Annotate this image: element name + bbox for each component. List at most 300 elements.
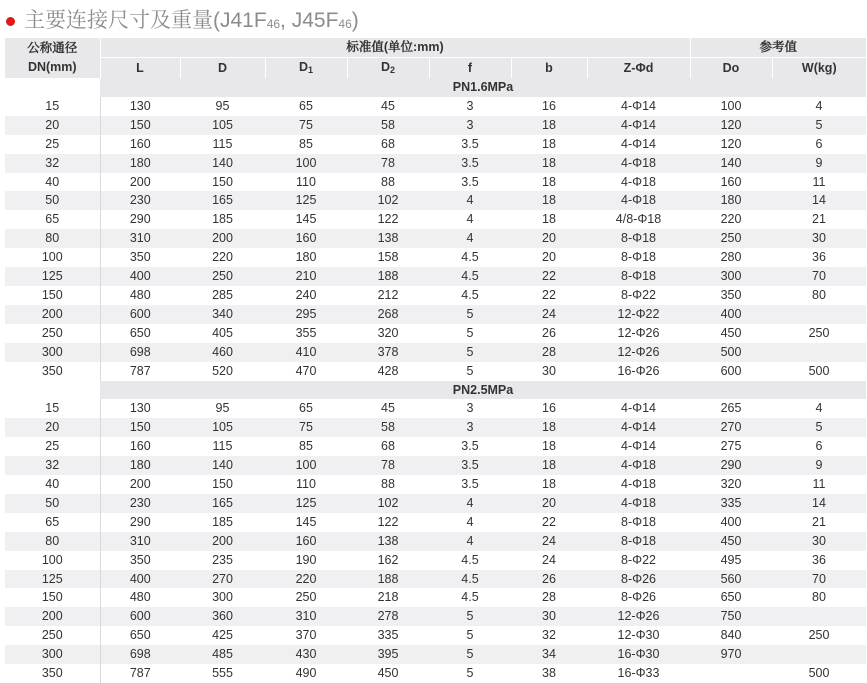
- table-cell: 5: [429, 305, 511, 324]
- table-cell: 230: [100, 494, 180, 513]
- table-cell: 18: [511, 116, 587, 135]
- table-cell: 8-Φ18: [587, 229, 690, 248]
- header-col-Z: Z-Φd: [587, 58, 690, 79]
- table-cell: 80: [5, 532, 100, 551]
- table-cell: 122: [347, 513, 429, 532]
- table-cell: 4-Φ18: [587, 191, 690, 210]
- table-cell: 180: [265, 248, 347, 267]
- table-cell: 145: [265, 210, 347, 229]
- table-cell: 450: [690, 532, 772, 551]
- table-cell: 85: [265, 437, 347, 456]
- table-cell: 12-Φ26: [587, 324, 690, 343]
- table-cell: 150: [180, 173, 265, 192]
- table-cell: 110: [265, 173, 347, 192]
- table-cell: 4-Φ14: [587, 97, 690, 116]
- table-cell: 480: [100, 286, 180, 305]
- table-cell: 160: [100, 437, 180, 456]
- table-cell: 4: [429, 191, 511, 210]
- table-cell: 65: [5, 210, 100, 229]
- table-cell: 335: [347, 626, 429, 645]
- table-cell: 16: [511, 399, 587, 418]
- table-row: [5, 191, 866, 210]
- table-cell: 4-Φ14: [587, 418, 690, 437]
- table-row: [5, 399, 866, 418]
- table-cell: 185: [180, 513, 265, 532]
- table-cell: 180: [100, 456, 180, 475]
- table-cell: 34: [511, 645, 587, 664]
- header-dn-line1: 公称通径: [27, 41, 78, 55]
- table-cell: 235: [180, 551, 265, 570]
- table-cell: [772, 343, 866, 362]
- table-cell: 12-Φ26: [587, 607, 690, 626]
- table-cell: 555: [180, 664, 265, 683]
- table-cell: 45: [347, 97, 429, 116]
- table-row: [5, 248, 866, 267]
- table-cell: 11: [772, 475, 866, 494]
- table-cell: 4-Φ14: [587, 116, 690, 135]
- table-cell: 160: [690, 173, 772, 192]
- table-cell: 410: [265, 343, 347, 362]
- table-cell: 500: [772, 664, 866, 683]
- table-cell: 20: [511, 229, 587, 248]
- table-cell: 26: [511, 570, 587, 589]
- table-cell: 140: [180, 456, 265, 475]
- table-cell: 4.5: [429, 248, 511, 267]
- table-cell: 102: [347, 494, 429, 513]
- table-body: [5, 78, 866, 683]
- table-row: [5, 116, 866, 135]
- table-cell: 8-Φ26: [587, 588, 690, 607]
- table-cell: 145: [265, 513, 347, 532]
- table-cell: 4: [772, 399, 866, 418]
- table-cell: 285: [180, 286, 265, 305]
- table-cell: 4-Φ18: [587, 475, 690, 494]
- table-cell: 32: [5, 154, 100, 173]
- table-cell: 18: [511, 437, 587, 456]
- table-cell: 158: [347, 248, 429, 267]
- table-cell: 75: [265, 116, 347, 135]
- table-row: [5, 532, 866, 551]
- table-cell: 22: [511, 513, 587, 532]
- header-col-D1: [265, 58, 347, 79]
- table-cell: 125: [265, 191, 347, 210]
- table-cell: 495: [690, 551, 772, 570]
- table-cell: 650: [100, 324, 180, 343]
- header-col-D2: [347, 58, 429, 79]
- section-blank-cell: [5, 78, 100, 97]
- table-cell: 150: [100, 418, 180, 437]
- header-col-b: b: [511, 58, 587, 79]
- table-cell: 650: [100, 626, 180, 645]
- table-cell: 24: [511, 532, 587, 551]
- table-cell: 230: [100, 191, 180, 210]
- table-row: [5, 173, 866, 192]
- table-cell: 4: [772, 97, 866, 116]
- table-cell: 20: [511, 494, 587, 513]
- table-cell: 65: [265, 399, 347, 418]
- table-cell: 650: [690, 588, 772, 607]
- table-cell: 150: [180, 475, 265, 494]
- table-cell: 270: [690, 418, 772, 437]
- table-cell: 38: [511, 664, 587, 683]
- table-cell: 450: [347, 664, 429, 683]
- table-cell: 16-Φ30: [587, 645, 690, 664]
- table-cell: 340: [180, 305, 265, 324]
- table-cell: 18: [511, 135, 587, 154]
- table-cell: 80: [772, 286, 866, 305]
- table-cell: 22: [511, 286, 587, 305]
- table-cell: 350: [100, 551, 180, 570]
- table-cell: 58: [347, 116, 429, 135]
- table-cell: 14: [772, 494, 866, 513]
- table-row: [5, 135, 866, 154]
- table-cell: 200: [100, 475, 180, 494]
- table-row: [5, 229, 866, 248]
- table-cell: 3.5: [429, 135, 511, 154]
- title-main: 主要连接尺寸及重量(J41F: [24, 9, 267, 32]
- table-cell: 122: [347, 210, 429, 229]
- table-cell: 3.5: [429, 154, 511, 173]
- header-col-f: f: [429, 58, 511, 79]
- table-cell: 100: [265, 154, 347, 173]
- page-title: [0, 0, 867, 38]
- header-dn-line2: DN(mm): [27, 60, 77, 74]
- table-cell: 21: [772, 210, 866, 229]
- bullet-icon: [6, 17, 15, 26]
- table-cell: 15: [5, 97, 100, 116]
- table-cell: 4.5: [429, 286, 511, 305]
- table-cell: 18: [511, 456, 587, 475]
- table-cell: 25: [5, 437, 100, 456]
- header-col-D: D: [180, 58, 265, 79]
- table-cell: 4: [429, 229, 511, 248]
- table-row: [5, 588, 866, 607]
- table-cell: 30: [772, 532, 866, 551]
- table-cell: 18: [511, 154, 587, 173]
- table-cell: 210: [265, 267, 347, 286]
- table-cell: 80: [5, 229, 100, 248]
- table-cell: 480: [100, 588, 180, 607]
- table-cell: 188: [347, 267, 429, 286]
- table-cell: 100: [5, 551, 100, 570]
- table-cell: 787: [100, 664, 180, 683]
- table-cell: 162: [347, 551, 429, 570]
- table-cell: 160: [265, 229, 347, 248]
- table-cell: 105: [180, 418, 265, 437]
- table-cell: 3.5: [429, 475, 511, 494]
- table-row: [5, 551, 866, 570]
- table-cell: 125: [5, 570, 100, 589]
- table-cell: 24: [511, 551, 587, 570]
- table-cell: 5: [772, 116, 866, 135]
- table-cell: 360: [180, 607, 265, 626]
- table-cell: 400: [690, 513, 772, 532]
- table-cell: 16-Φ33: [587, 664, 690, 683]
- table-row: [5, 626, 866, 645]
- table-cell: 140: [180, 154, 265, 173]
- table-cell: 9: [772, 456, 866, 475]
- table-row: [5, 418, 866, 437]
- table-cell: 3: [429, 399, 511, 418]
- table-cell: 250: [265, 588, 347, 607]
- table-row: [5, 645, 866, 664]
- table-cell: 450: [690, 324, 772, 343]
- section-row: [5, 381, 866, 400]
- header-col-L: L: [100, 58, 180, 79]
- table-cell: 490: [265, 664, 347, 683]
- table-cell: 88: [347, 173, 429, 192]
- table-cell: 280: [690, 248, 772, 267]
- header-col-D1-base: D: [298, 60, 308, 74]
- table-cell: 150: [100, 116, 180, 135]
- header-col-Do: Do: [690, 58, 772, 79]
- table-cell: 4-Φ14: [587, 399, 690, 418]
- table-cell: 600: [100, 607, 180, 626]
- section-label: PN2.5MPa: [100, 381, 866, 400]
- table-cell: 250: [772, 324, 866, 343]
- table-row: [5, 362, 866, 381]
- dimensions-table: [5, 38, 866, 683]
- table-cell: 32: [511, 626, 587, 645]
- table-cell: 18: [511, 210, 587, 229]
- table-cell: 88: [347, 475, 429, 494]
- table-cell: 4.5: [429, 570, 511, 589]
- table-cell: 110: [265, 475, 347, 494]
- table-cell: 20: [5, 116, 100, 135]
- table-cell: 5: [429, 626, 511, 645]
- table-cell: 600: [100, 305, 180, 324]
- table-cell: 698: [100, 645, 180, 664]
- table-cell: 20: [5, 418, 100, 437]
- table-cell: 250: [5, 324, 100, 343]
- table-cell: 3.5: [429, 456, 511, 475]
- table-cell: 160: [265, 532, 347, 551]
- table-cell: 8-Φ18: [587, 532, 690, 551]
- table-cell: 12-Φ26: [587, 343, 690, 362]
- table-cell: 290: [690, 456, 772, 475]
- table-cell: 5: [429, 324, 511, 343]
- table-cell: 500: [772, 362, 866, 381]
- table-cell: 20: [511, 248, 587, 267]
- table-cell: 30: [511, 607, 587, 626]
- table-cell: 32: [5, 456, 100, 475]
- table-cell: 350: [100, 248, 180, 267]
- table-cell: 200: [180, 229, 265, 248]
- table-cell: 4: [429, 532, 511, 551]
- table-cell: 220: [690, 210, 772, 229]
- table-cell: 15: [5, 399, 100, 418]
- table-cell: 218: [347, 588, 429, 607]
- table-cell: 24: [511, 305, 587, 324]
- table-cell: 4.5: [429, 267, 511, 286]
- table-cell: 405: [180, 324, 265, 343]
- table-cell: 3.5: [429, 437, 511, 456]
- table-cell: 310: [100, 532, 180, 551]
- table-cell: 125: [265, 494, 347, 513]
- table-cell: 130: [100, 97, 180, 116]
- table-row: [5, 494, 866, 513]
- table-cell: 9: [772, 154, 866, 173]
- table-cell: 18: [511, 475, 587, 494]
- table-cell: 320: [347, 324, 429, 343]
- table-cell: 70: [772, 267, 866, 286]
- table-cell: [772, 607, 866, 626]
- table-cell: 600: [690, 362, 772, 381]
- table-cell: 100: [690, 97, 772, 116]
- header-standard: 标准值(单位:mm): [100, 38, 690, 58]
- table-cell: 4.5: [429, 588, 511, 607]
- table-cell: 5: [429, 664, 511, 683]
- table-cell: 335: [690, 494, 772, 513]
- table-cell: 36: [772, 551, 866, 570]
- table-cell: 5: [429, 362, 511, 381]
- table-cell: 268: [347, 305, 429, 324]
- table-cell: 180: [100, 154, 180, 173]
- table-cell: 300: [5, 343, 100, 362]
- table-cell: 8-Φ18: [587, 248, 690, 267]
- table-cell: 65: [5, 513, 100, 532]
- table-cell: 350: [690, 286, 772, 305]
- table-cell: 8-Φ26: [587, 570, 690, 589]
- table-cell: 22: [511, 267, 587, 286]
- table-cell: 5: [429, 607, 511, 626]
- header-col-D1-sub: 1: [308, 65, 314, 75]
- table-cell: 165: [180, 494, 265, 513]
- table-row: [5, 286, 866, 305]
- table-cell: 65: [265, 97, 347, 116]
- table-cell: 75: [265, 418, 347, 437]
- table-cell: 470: [265, 362, 347, 381]
- section-label: PN1.6MPa: [100, 78, 866, 97]
- table-cell: 5: [772, 418, 866, 437]
- table-cell: 4/8-Φ18: [587, 210, 690, 229]
- table-cell: 12-Φ30: [587, 626, 690, 645]
- table-cell: 200: [5, 607, 100, 626]
- table-cell: 290: [100, 210, 180, 229]
- table-cell: 220: [265, 570, 347, 589]
- table-cell: 220: [180, 248, 265, 267]
- table-cell: 4: [429, 494, 511, 513]
- table-cell: 250: [690, 229, 772, 248]
- table-cell: 85: [265, 135, 347, 154]
- table-cell: 265: [690, 399, 772, 418]
- table-cell: 240: [265, 286, 347, 305]
- table-cell: 102: [347, 191, 429, 210]
- table-cell: 6: [772, 135, 866, 154]
- table-cell: 428: [347, 362, 429, 381]
- table-cell: 400: [690, 305, 772, 324]
- table-cell: 300: [180, 588, 265, 607]
- table-cell: 40: [5, 173, 100, 192]
- table-cell: 250: [772, 626, 866, 645]
- table-cell: 26: [511, 324, 587, 343]
- table-cell: 45: [347, 399, 429, 418]
- title-mid: , J45F: [280, 9, 339, 32]
- table-cell: 300: [5, 645, 100, 664]
- table-cell: 68: [347, 135, 429, 154]
- table-cell: 100: [5, 248, 100, 267]
- table-cell: 460: [180, 343, 265, 362]
- table-cell: 8-Φ22: [587, 551, 690, 570]
- table-cell: 50: [5, 494, 100, 513]
- table-cell: 200: [180, 532, 265, 551]
- table-cell: 21: [772, 513, 866, 532]
- table-cell: 212: [347, 286, 429, 305]
- table-cell: 200: [5, 305, 100, 324]
- table-cell: 430: [265, 645, 347, 664]
- table-cell: 3: [429, 97, 511, 116]
- header-col-W: W(kg): [772, 58, 866, 79]
- table-row: [5, 570, 866, 589]
- table-row: [5, 154, 866, 173]
- section-blank-cell: [5, 381, 100, 400]
- table-cell: 68: [347, 437, 429, 456]
- table-row: [5, 475, 866, 494]
- header-col-D2-sub: 2: [390, 65, 396, 75]
- table-cell: 395: [347, 645, 429, 664]
- table-cell: 30: [772, 229, 866, 248]
- table-cell: 160: [100, 135, 180, 154]
- table-cell: 3: [429, 116, 511, 135]
- table-cell: 4-Φ14: [587, 135, 690, 154]
- table-row: [5, 324, 866, 343]
- table-cell: 180: [690, 191, 772, 210]
- table-row: [5, 607, 866, 626]
- table-cell: 50: [5, 191, 100, 210]
- table-cell: 18: [511, 173, 587, 192]
- table-cell: 8-Φ18: [587, 513, 690, 532]
- table-row: [5, 210, 866, 229]
- table-cell: 4: [429, 513, 511, 532]
- table-cell: 70: [772, 570, 866, 589]
- table-cell: 350: [5, 362, 100, 381]
- table-cell: 120: [690, 135, 772, 154]
- title-end: ): [351, 9, 359, 32]
- table-cell: 138: [347, 229, 429, 248]
- table-cell: 30: [511, 362, 587, 381]
- table-cell: 370: [265, 626, 347, 645]
- table-cell: 4-Φ18: [587, 456, 690, 475]
- table-cell: 190: [265, 551, 347, 570]
- title-sub-2: 46: [338, 17, 352, 31]
- table-cell: 18: [511, 191, 587, 210]
- table-cell: 28: [511, 343, 587, 362]
- table-cell: 400: [100, 267, 180, 286]
- table-cell: 560: [690, 570, 772, 589]
- table-cell: 138: [347, 532, 429, 551]
- table-cell: 120: [690, 116, 772, 135]
- table-cell: 165: [180, 191, 265, 210]
- table-cell: 520: [180, 362, 265, 381]
- table-cell: 11: [772, 173, 866, 192]
- table-cell: 58: [347, 418, 429, 437]
- table-cell: 355: [265, 324, 347, 343]
- table-cell: 840: [690, 626, 772, 645]
- table-row: [5, 437, 866, 456]
- table-cell: 5: [429, 645, 511, 664]
- table-cell: 16-Φ26: [587, 362, 690, 381]
- table-cell: 105: [180, 116, 265, 135]
- title-sub-1: 46: [266, 17, 281, 31]
- table-cell: 115: [180, 437, 265, 456]
- table-cell: 270: [180, 570, 265, 589]
- table-cell: 400: [100, 570, 180, 589]
- table-cell: 25: [5, 135, 100, 154]
- table-cell: 8-Φ22: [587, 286, 690, 305]
- table-cell: 130: [100, 399, 180, 418]
- table-cell: 78: [347, 456, 429, 475]
- table-cell: 12-Φ22: [587, 305, 690, 324]
